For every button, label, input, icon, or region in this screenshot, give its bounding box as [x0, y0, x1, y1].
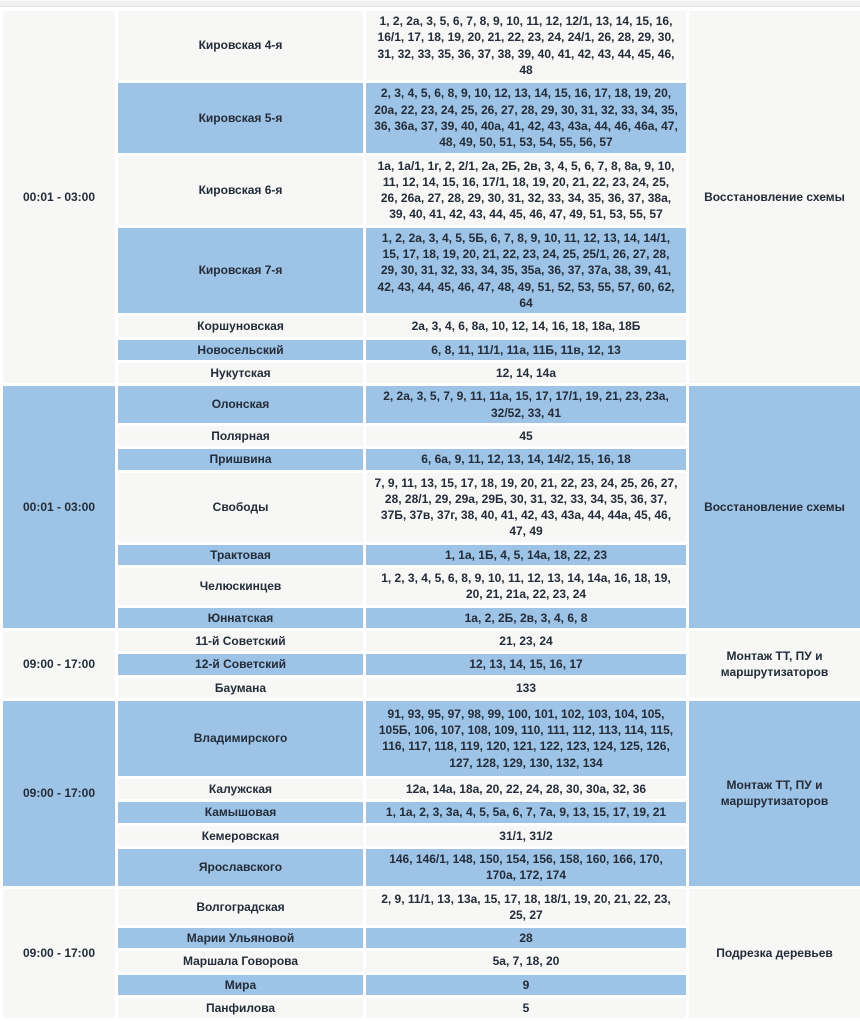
houses-cell: 28 [365, 927, 688, 950]
outage-schedule-table [0, 8, 860, 1021]
top-strip [0, 0, 860, 7]
houses-cell: 2, 2а, 3, 5, 7, 9, 11, 11а, 15, 17, 17/1, 19, 21, 23, 23а, 32/52, 33, 41 [365, 385, 688, 425]
houses-cell: 91, 93, 95, 97, 98, 99, 100, 101, 102, 103, 104, 105, 105Б, 106, 107, 108, 109, 110, 111, 112, 113, 114, 115, 116, 117, 118, 119, 120, 121, 122, 123, 124, 125, 126, 127, 128, 129, 130, 132, 134 [365, 699, 688, 777]
time-cell: 09:00 - 17:00 [2, 699, 117, 887]
time-cell: 00:01 - 03:00 [2, 385, 117, 630]
houses-cell: 5 [365, 997, 688, 1020]
houses-cell: 1, 2, 2а, 3, 5, 6, 7, 8, 9, 10, 11, 12, 12/1, 13, 14, 15, 16, 16/1, 17, 18, 19, 20, 21, 22, 23, 24, 24/1, 26, 28, 29, 30, 31, 32, 33, 35, 36, 37, 38, 39, 40, 41, 42, 43, 44, 45, 46, 48 [365, 10, 688, 82]
houses-cell: 12, 14, 14а [365, 361, 688, 384]
street-cell: Калужская [117, 777, 365, 800]
table-row [2, 385, 860, 425]
houses-cell: 2а, 3, 4, 6, 8а, 10, 12, 14, 16, 18, 18а, 18Б [365, 315, 688, 338]
houses-cell: 2, 3, 4, 5, 6, 8, 9, 10, 12, 13, 14, 15, 16, 17, 18, 19, 20, 20а, 22, 23, 24, 25, 26, 27, 28, 29, 30, 31, 32, 33, 34, 35, 36, 36а, 37, 39, 40, 40а, 41, 42, 43, 43а, 44, 46, 46а, 47, 48, 49, 50, 51, 53, 54, 55, 56, 57 [365, 82, 688, 154]
street-cell: Кировская 7-я [117, 226, 365, 315]
houses-cell: 1, 2, 2а, 3, 4, 5, 5Б, 6, 7, 8, 9, 10, 11, 12, 13, 14, 14/1, 15, 17, 18, 19, 20, 21, 22, 23, 24, 25, 25/1, 26, 27, 28, 29, 30, 31, 32, 33, 34, 35, 35а, 36, 37, 37а, 38, 39, 41, 42, 43, 44, 45, 46, 47, 48, 49, 51, 52, 53, 55, 57, 60, 62, 64 [365, 226, 688, 315]
street-cell: Мира [117, 973, 365, 996]
houses-cell: 31/1, 31/2 [365, 824, 688, 847]
street-cell: Новосельский [117, 338, 365, 361]
work-cell: Подрезка деревьев [688, 887, 860, 1020]
houses-cell: 12а, 14а, 18а, 20, 22, 24, 28, 30, 30а, 32, 36 [365, 777, 688, 800]
houses-cell: 45 [365, 424, 688, 447]
street-cell: Маршала Говорова [117, 950, 365, 973]
street-cell: Полярная [117, 424, 365, 447]
street-cell: Челюскинцев [117, 567, 365, 607]
houses-cell: 2, 9, 11/1, 13, 13а, 15, 17, 18, 18/1, 19, 20, 21, 22, 23, 25, 27 [365, 887, 688, 927]
street-cell: Камышовая [117, 801, 365, 824]
houses-cell: 146, 146/1, 148, 150, 154, 156, 158, 160, 166, 170, 170а, 172, 174 [365, 847, 688, 887]
street-cell: Владимирского [117, 699, 365, 777]
street-cell: Панфилова [117, 997, 365, 1020]
time-cell: 09:00 - 17:00 [2, 630, 117, 700]
houses-cell: 6, 8, 11, 11/1, 11а, 11Б, 11в, 12, 13 [365, 338, 688, 361]
houses-cell: 12, 13, 14, 15, 16, 17 [365, 653, 688, 676]
houses-cell: 1, 1а, 2, 3, 3а, 4, 5, 5а, 6, 7, 7а, 9, 13, 15, 17, 19, 21 [365, 801, 688, 824]
work-cell: Монтаж ТТ, ПУ и маршрутизаторов [688, 699, 860, 887]
houses-cell: 1, 1а, 1Б, 4, 5, 14а, 18, 22, 23 [365, 543, 688, 566]
houses-cell: 5а, 7, 18, 20 [365, 950, 688, 973]
work-cell: Восстановление схемы [688, 10, 860, 385]
street-cell: Кировская 4-я [117, 10, 365, 82]
time-cell: 00:01 - 03:00 [2, 10, 117, 385]
houses-cell: 1а, 1а/1, 1г, 2, 2/1, 2а, 2Б, 2в, 3, 4, 5, 6, 7, 8, 8а, 9, 10, 11, 12, 14, 15, 16, 17/1, 18, 19, 20, 21, 22, 23, 24, 25, 26, 26а, 27, 28, 29, 30, 31, 32, 33, 34, 35, 36, 37, 38а, 39, 40, 41, 42, 43, 44, 45, 46, 47, 49, 51, 53, 55, 57 [365, 154, 688, 226]
street-cell: Марии Ульяновой [117, 927, 365, 950]
table-row [2, 887, 860, 927]
table-row [2, 630, 860, 653]
time-cell: 09:00 - 17:00 [2, 887, 117, 1020]
houses-cell: 1, 2, 3, 4, 5, 6, 8, 9, 10, 11, 12, 13, 14, 14а, 16, 18, 19, 20, 21, 21а, 22, 23, 24 [365, 567, 688, 607]
work-cell: Монтаж ТТ, ПУ и маршрутизаторов [688, 630, 860, 700]
street-cell: Трактовая [117, 543, 365, 566]
street-cell: Кировская 6-я [117, 154, 365, 226]
street-cell: 11-й Советский [117, 630, 365, 653]
street-cell: Олонская [117, 385, 365, 425]
street-cell: Кировская 5-я [117, 82, 365, 154]
street-cell: Баумана [117, 676, 365, 699]
street-cell: Свободы [117, 471, 365, 543]
houses-cell: 1а, 2, 2Б, 2в, 3, 4, 6, 8 [365, 606, 688, 629]
street-cell: Пришвина [117, 448, 365, 471]
table-row [2, 10, 860, 82]
street-cell: Ярославского [117, 847, 365, 887]
work-cell: Восстановление схемы [688, 385, 860, 630]
table-row [2, 699, 860, 777]
street-cell: Юннатская [117, 606, 365, 629]
street-cell: Волгоградская [117, 887, 365, 927]
houses-cell: 133 [365, 676, 688, 699]
street-cell: Кемеровская [117, 824, 365, 847]
houses-cell: 7, 9, 11, 13, 15, 17, 18, 19, 20, 21, 22, 23, 24, 25, 26, 27, 28, 28/1, 29, 29а, 29Б, 30, 31, 32, 33, 34, 35, 36, 37, 37Б, 37в, 37г, 38, 40, 41, 42, 43, 43а, 44, 44а, 45, 46, 47, 49 [365, 471, 688, 543]
street-cell: Нукутская [117, 361, 365, 384]
houses-cell: 21, 23, 24 [365, 630, 688, 653]
street-cell: Коршуновская [117, 315, 365, 338]
houses-cell: 9 [365, 973, 688, 996]
houses-cell: 6, 6а, 9, 11, 12, 13, 14, 14/2, 15, 16, 18 [365, 448, 688, 471]
street-cell: 12-й Советский [117, 653, 365, 676]
